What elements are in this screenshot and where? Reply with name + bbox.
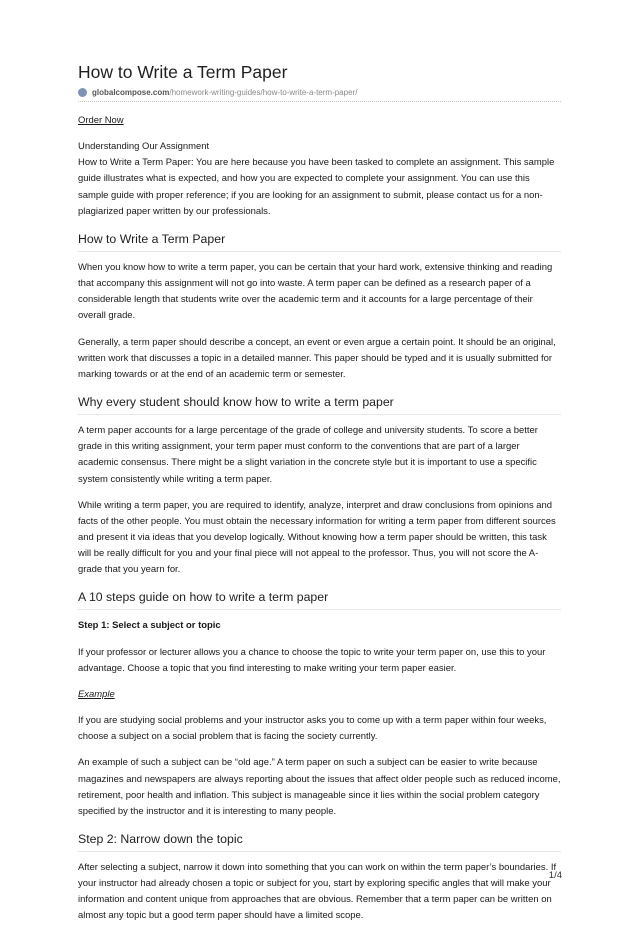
section3-paragraph-2: If you are studying social problems and your instructor asks you to come up with a term paper within four weeks, choose a subject on a social problem that is facing the society currently. (78, 715, 547, 743)
order-now-paragraph (78, 113, 561, 129)
source-line (78, 86, 561, 102)
section3-paragraph-3: An example of such a subject can be “old age.” A term paper on such a subject can be easier to write because magazines and newspapers are always reporting about the issues that affect older people such as reduced income, retirement, poor health and inflation. This subject is manageable since it lies within the social problem category specified by the instructor and it is interesting to many people. (78, 757, 561, 817)
intro-paragraph: How to Write a Term Paper: You are here because you have been tasked to complete an assignment. This sample guide illustrates what is expected, and how you are expected to complete your assignment. You can use this sample guide with proper reference; if you are looking for an assignment to submit, please contact us for a non-plagiarized paper written by our professionals. (78, 157, 555, 217)
section2-paragraph-2: While writing a term paper, you are required to identify, analyze, interpret and draw conclusions from opinions and facts of the other people. You must obtain the necessary information for writing a term paper from different sources and present it via ideas that you develop logically. Without knowing how a term paper should be written, this task will be really difficult for you and your final piece will not appeal to the professor. Thus, you will not score the A-grade that you yearn for. (78, 499, 556, 576)
example-paragraph (78, 687, 561, 703)
page-title: How to Write a Term Paper (78, 62, 288, 82)
source-url[interactable] (92, 88, 357, 97)
section2-paragraph-1: A term paper accounts for a large percentage of the grade of college and university students. To score a better grade in this writing assignment, your term paper must conform to the conventions that are part of a larger academic consensus. There might be a slight variation in the concrete style but it is important to use a specific system consistently while writing a term paper. (78, 425, 538, 485)
site-favicon-icon (78, 88, 87, 97)
page-number: 1/4 (548, 870, 562, 881)
section-heading-2: Why every student should know how to write a term paper (78, 395, 561, 415)
section-heading-1: How to Write a Term Paper (78, 232, 561, 252)
section4-paragraph-1: After selecting a subject, narrow it down into something that you can work on within the term paper’s boundaries. If your instructor had already chosen a topic or subject for you, start by exploring specific angles that will make your information and content unique from approaches that are obvious. Remember that a term paper can be written on almost any topic but a good term paper should have a limited scope. (78, 862, 557, 922)
step1-label: Step 1: Select a subject or topic (78, 620, 221, 632)
order-now-link[interactable]: Order Now (78, 115, 124, 126)
intro-block (78, 113, 561, 220)
example-label: Example (78, 688, 115, 700)
section1-paragraph-1: When you know how to write a term paper, you can be certain that your hard work, extensive thinking and reading that accompany this assignment will not go into waste. A term paper can be defined as a research paper of a considerable length that students write over the academic term and it accounts for a large percentage of their overall grade. (78, 261, 553, 322)
source-domain: globalcompose.com (92, 87, 170, 97)
section1-paragraph-2: Generally, a term paper should describe a concept, an event or even argue a certain point. It should be an original, written work that discusses a topic in a detailed manner. This paper should be typed and it is usually submitted for marking towards or at the end of an academic term or semester. (78, 336, 556, 380)
source-path: /homework-writing-guides/how-to-write-a-term-paper/ (169, 87, 358, 97)
section-heading-4: Step 2: Narrow down the topic (78, 832, 561, 852)
section3-paragraph-1: If your professor or lecturer allows you a chance to choose the topic to write your term paper on, use this to your advantage. Choose a topic that you find interesting to make writing your term paper easier. (78, 646, 546, 674)
intro-heading-line: Understanding Our Assignment (78, 141, 210, 153)
document-page (78, 62, 561, 935)
section-heading-3: A 10 steps guide on how to write a term paper (78, 590, 561, 610)
